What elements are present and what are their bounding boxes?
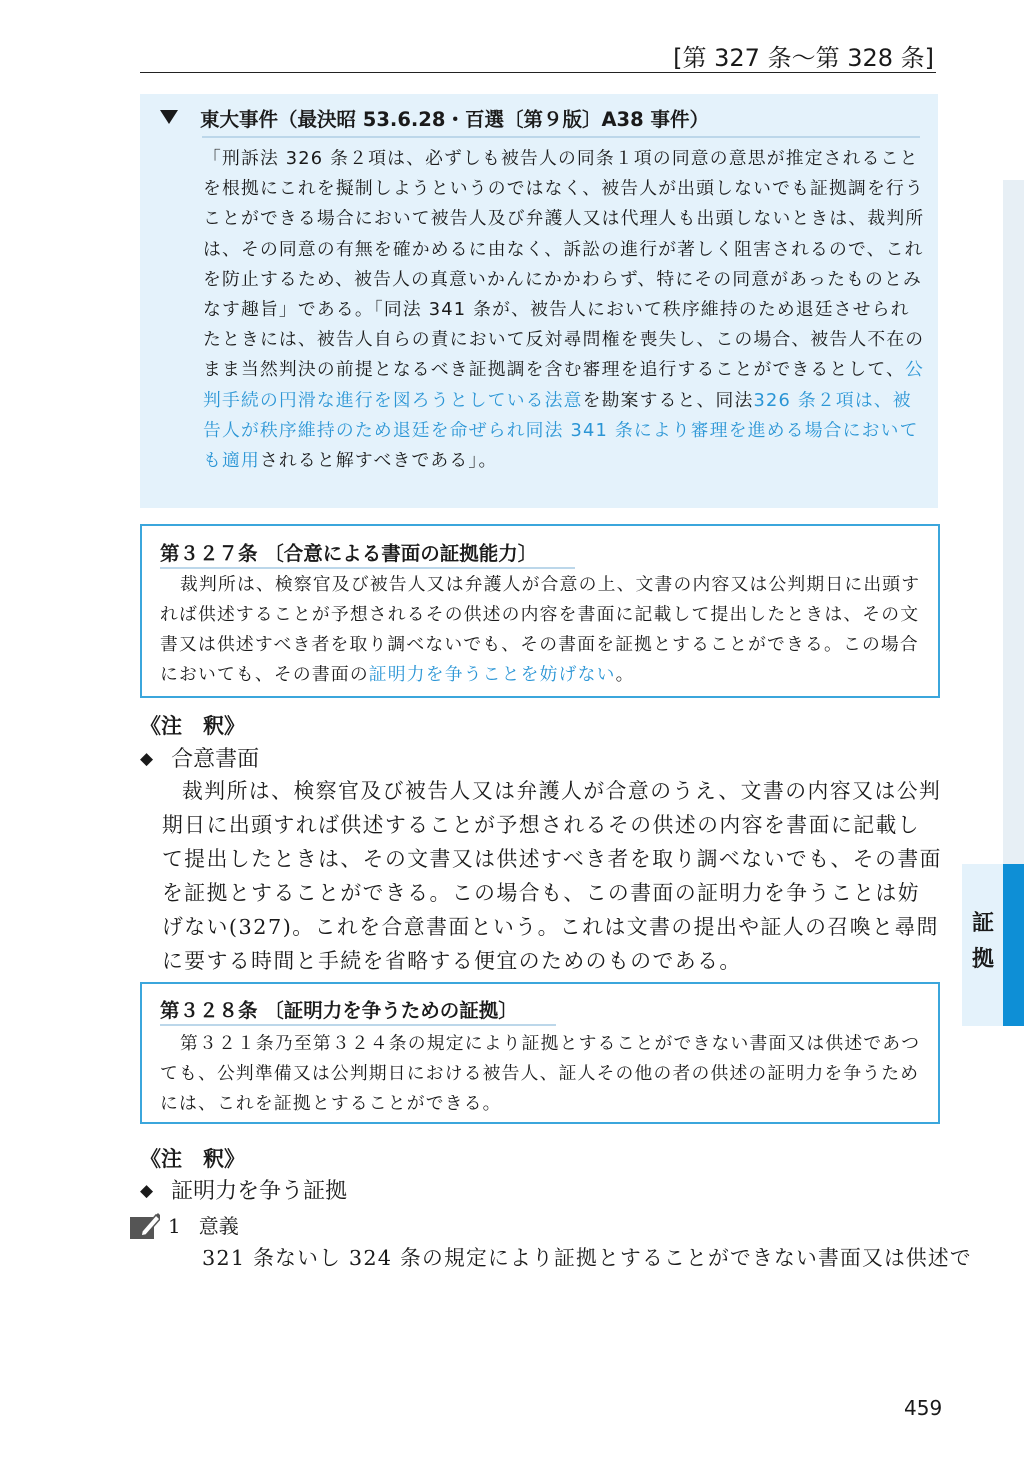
article-327-text: 裁判所は、検察官及び被告人又は弁護人が合意の上、文書の内容又は公判期日に出頭すれば供述することが予想されるその供述の内容を書面に記載して提出したときは、その文書又は供述すべき者を取り調べないでも、その書面を証拠とすることができる。この場合においても、その書面の: [160, 574, 921, 685]
page-number: 459: [904, 1396, 943, 1420]
article-328-body: [160, 1029, 930, 1119]
commentary-text: [162, 774, 942, 978]
article-327-heading: 第３２７条 〔合意による書面の証拠能力〕: [160, 542, 538, 565]
case-body-text: 「刑訴法 326 条２項は、必ずしも被告人の同条１項の同意の意思が推定されることを根拠にこれを擬制しようというのではなく、被告人が出頭しないでも証拠調を行うことができる場合において被告人及び弁護人又は代理人も出頭しないときは、裁判所は、その同意の有無を確かめるに由なく、訴訟の進行が著しく阻害されるので、これを防止するため、被告人の真意いかんにかかわらず、特にその同意があったものとみなす趣旨」である。「同法 341 条が、被告人において秩序維持のため退廷させられたときには、被告人自らの責において反対尋問権を喪失し、この場合、被告人不在のまま当然判決の前提となるべき証拠調を含む審理を追行することができるとして、: [203, 148, 925, 381]
article-328-heading-rule: [160, 1024, 556, 1026]
article-327-body: [160, 570, 930, 690]
running-header: [第 327 条〜第 328 条]: [673, 44, 934, 72]
article-327-text-end: 。: [615, 664, 635, 685]
chapter-tab-accent: [1003, 864, 1024, 1026]
chapter-tab-label: 証拠: [971, 911, 994, 972]
triangle-down-icon: [160, 110, 178, 124]
article-328-text: 第３２１条乃至第３２４条の規定により証拠とすることができない書面又は供述であつても、公判準備又は公判期日における被告人、証人その他の者の供述の証明力を争うためには、これを証拠とすることができる。: [160, 1033, 921, 1114]
case-body: [203, 144, 925, 476]
header-rule: [140, 72, 936, 73]
note-subheading: [140, 742, 259, 773]
article-328-heading: 第３２８条 〔証明力を争うための証拠〕: [160, 999, 518, 1022]
case-heading: [160, 104, 709, 132]
note-subheading-text: 合意書面: [171, 747, 260, 772]
article-327-highlight: 証明力を争うことを妨げない: [368, 664, 616, 685]
note-subheading-text: 証明力を争う証拠: [171, 1179, 348, 1204]
diamond-bullet-icon: ◆: [140, 749, 154, 769]
diamond-bullet-icon: ◆: [140, 1181, 154, 1201]
item-number: 1: [168, 1214, 181, 1238]
case-body-highlight: 公判手続の円滑な進行を図ろうとしている法意: [203, 359, 924, 411]
note-heading: 《注 釈》: [140, 1146, 245, 1171]
case-body-text: されると解すべきである」。: [259, 450, 498, 472]
item-text: 321 条ないし 324 条の規定により証拠とすることができない書面又は供述で: [202, 1246, 972, 1270]
numbered-item: [130, 1210, 239, 1239]
item-label: 意義: [198, 1214, 239, 1238]
note-heading: 《注 釈》: [140, 713, 245, 738]
pencil-memo-icon: [130, 1211, 160, 1239]
commentary-body: 裁判所は、検察官及び被告人又は弁護人が合意のうえ、文書の内容又は公判期日に出頭すれば供述することが予想されるその供述の内容を書面に記載して提出したときは、その文書又は供述すべき者を取り調べないでも、その書面を証拠とすることができる。この場合も、この書面の証明力を争うことは妨げない(327)。これを合意書面という。これは文書の提出や証人の召喚と尋問に要する時間と手続を省略する便宜のためのものである。: [162, 779, 942, 973]
note-subheading: [140, 1174, 347, 1205]
case-heading-text: 東大事件（最決昭 53.6.28・百選〔第９版〕A38 事件）: [200, 108, 709, 131]
case-body-highlight: 326 条２項は、被告人が秩序維持のため退廷を命ぜられ同法 341 条により審理を進める場合においても適用: [203, 389, 919, 472]
case-body-text: を勘案すると、同法: [582, 389, 754, 411]
case-heading-rule: [202, 136, 920, 138]
article-327-heading-rule: [160, 567, 575, 569]
